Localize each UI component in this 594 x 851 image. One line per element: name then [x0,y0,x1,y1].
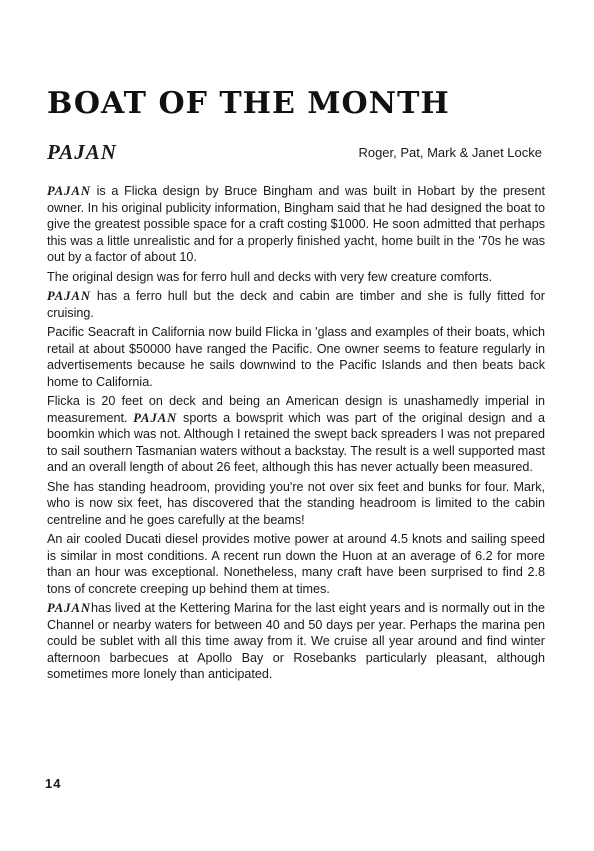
paragraph [47,324,545,390]
boat-name-inline: PAJAN [47,184,91,198]
paragraph [47,479,545,529]
paragraph [47,600,545,683]
paragraph-text: The original design was for ferro hull and decks with very few creature comforts. [47,269,493,284]
article-authors: Roger, Pat, Mark & Janet Locke [358,145,542,160]
boat-name-inline: PAJAN [47,289,91,303]
paragraph-text: has a ferro hull but the deck and cabin are timber and she is fully fitted for cruising. [47,289,545,320]
page-number: 14 [45,776,62,791]
paragraph-text: sports a bowsprit which was part of the original design and a boomkin which was not. Although I retained the swept back spreaders I was not prepared to sail southern Tasmanian waters without a backstay. The result is a well supported mast and an overall length of about 26 feet, although this has never actually been measured. [47,410,545,474]
paragraph-text: is a Flicka design by Bruce Bingham and was built in Hobart by the present owner. In his original publicity information, Bingham said that he had designed the boat to give the greatest possible space for a craft costing $1000. He soon admitted that perhaps this was a little unrealistic and for a properly finished yacht, home built in the '70s he was out by a factor of about 10. [47,184,545,264]
paragraph-text: An air cooled Ducati diesel provides motive power at around 4.5 knots and sailing speed is similar in most conditions. A recent run down the Huon at an average of 6.2 for more than an hour was exceptional. Nonetheless, many craft have been surprised to find 2.8 tons of concrete creeping up behind them at times. [47,532,545,596]
article-body [47,183,545,686]
paragraph [47,269,545,286]
paragraph [47,393,545,476]
boat-name-inline: PAJAN [47,601,91,615]
paragraph [47,531,545,597]
paragraph [47,183,545,266]
paragraph-text: Pacific Seacraft in California now build Flicka in 'glass and examples of their boats, which retail at about $50000 have ranged the Pacific. One owner seems to feature regularly in advertisements because he sails downwind to the Pacific Islands and then beats back home to California. [47,325,545,389]
paragraph [47,288,545,321]
page-heading: BOAT OF THE MONTH [47,86,450,121]
paragraph-text: has lived at the Kettering Marina for the last eight years and is normally out in the Channel or nearby waters for between 40 and 50 days per year. Perhaps the marina pen could be sublet with all this time away from it. We cruise all year around and find winter afternoon barbecues at Apollo Bay or Rosebanks particularly pleasant, although sometimes more lonely than anticipated. [47,601,545,681]
boat-name-inline: PAJAN [133,410,178,425]
paragraph-text: She has standing headroom, providing you're not over six feet and bunks for four. Mark, who is now six feet, has discovered that the standing headroom is limited to the cabin centreline and he goes carefully at the beams! [47,479,545,527]
paragraph-text: Flicka is 20 feet on deck and being an American design is unashamedly imperial in measurement. [47,394,545,425]
article-title: PAJAN [47,140,117,164]
